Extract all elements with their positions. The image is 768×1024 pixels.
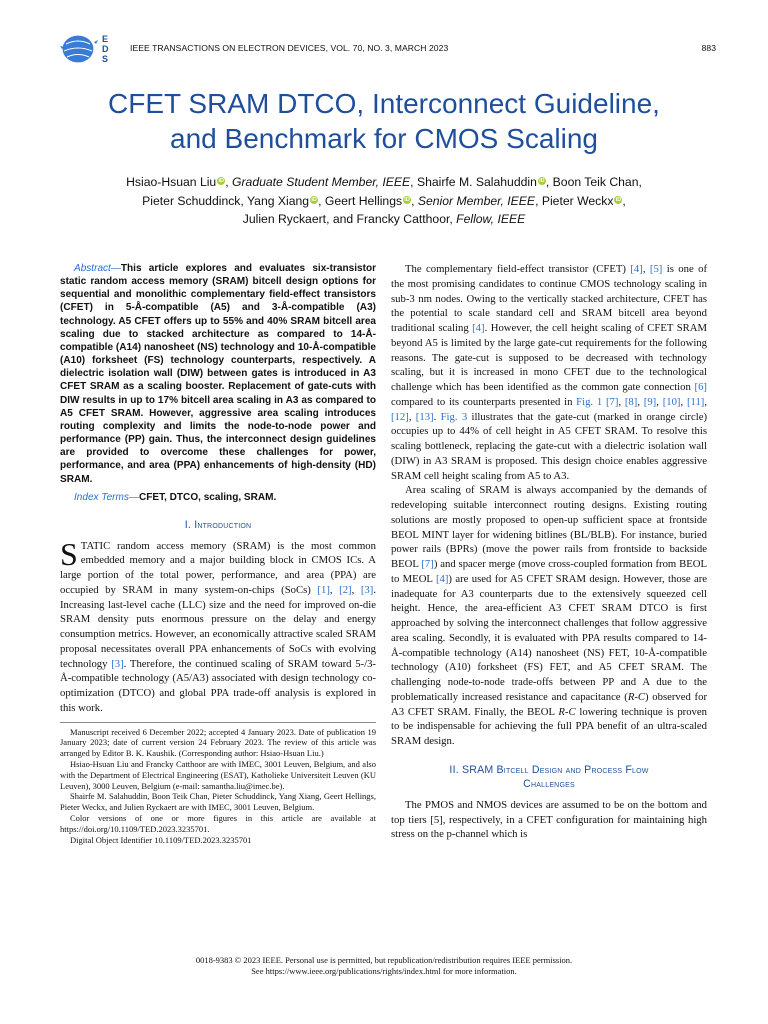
running-header [58,32,716,66]
body-text: The complementary field-effect transistor (CFET) [405,263,631,275]
citation-link[interactable]: [3] [360,583,374,596]
italic-term: R-C [627,690,646,703]
body-text: illustrates that the gate-cut (marked in orange circle) occupies up to 44% of cell height in A5 CFET SRAM. To resolve this scaling bottleneck, replacing the gate-cut with a dielectric isolation wall (DIW) in A3 SRAM is proposed. This design choice enables aggressive SRAM cell height scaling from A5 to A3. [391,410,708,482]
page-number: 883 [701,43,716,53]
body-paragraph-pmos-nmos [391,798,707,842]
citation-link[interactable]: [3] [111,657,124,670]
author-name: Boon Teik Chan, [552,175,642,189]
figure-link[interactable]: Fig. 1 [576,395,603,408]
citation-link[interactable]: [4] [435,572,449,585]
journal-name: IEEE TRANSACTIONS ON ELECTRON DEVICES, VOL. 70, NO. 3, MARCH 2023 [130,43,449,53]
author-membership: Fellow, IEEE [456,212,526,226]
ieee-eds-logo [58,32,116,66]
copyright-footer [40,955,728,977]
author-list: Hsiao-Hsuan Liu iD, Graduate Student Member, IEEE, Shairfe M. Salahuddin iD, Boon Teik Chan, Pieter Schuddinck, Yang Xiang iD, Geert Hellings iD, Senior Member, IEEE, Pieter Weckx iD, Julien Ryckaert, and Francky Catthoor, Fellow, IEEE [126,175,642,226]
italic-term: R-C [558,705,576,718]
author-membership: Graduate Student Member, IEEE [232,175,411,189]
author-name: Julien Ryckaert, and Francky Catthoor, [242,212,453,226]
drop-cap: S [60,535,78,572]
index-terms-text: CFET, DTCO, scaling, SRAM. [138,491,277,503]
footnote-affiliation: Hsiao-Hsuan Liu and Francky Catthoor are with IMEC, 3001 Leuven, Belgium, and also with the Department of Electrical Engineering (ESAT), Katholieke Universiteit Leuven (KU Leuven), 3000 Leuven, Belgium (e-mail: samantha.liu@imec.be). [60,759,376,791]
author-membership: Senior Member, IEEE [417,193,536,208]
footnote-divider [60,722,376,723]
citation-link[interactable]: [8] [624,395,638,408]
paper-title [40,86,728,156]
citation-link[interactable]: [4] [472,322,485,334]
body-text: The PMOS and NMOS devices are assumed to be on the bottom and top tiers [5], respectively, in a CFET configuration for maintaining high stress on the p-channel which is [391,798,707,841]
body-text: . Therefore, the continued scaling of SRAM toward 5-/3-Å-compatible technology (A5/A3) associated with design technology co-optimization (DTCO) and global PPA trade-off analysis is explored in this work. [60,657,376,714]
abstract-label: Abstract— [74,263,121,274]
section-number: I. [184,518,195,531]
citation-link[interactable]: [2] [339,583,352,596]
citation-link[interactable]: [11] [686,395,705,408]
body-text: TATIC random access memory (SRAM) is the most common embedded memory and a major building block in CMOS ICs. A large portion of the total power, performance, and area (PPA) are occupied by SRAM in many system-on-chips (SoCs) [60,539,376,596]
body-text: ) observed for A3 CFET SRAM. Finally, the BEOL [391,690,708,718]
footnote-manuscript: Manuscript received 6 December 2022; accepted 4 January 2023. Date of publication 19 January 2023; date of current version 24 February 2023. The review of this article was arranged by Editor B. K. Kaushik. (Corresponding author: Hsiao-Hsuan Liu.) [60,726,376,759]
section-title-line-2: Challenges [523,777,575,790]
orcid-icon[interactable]: iD [218,178,224,184]
title-line-2: and Benchmark for CMOS Scaling [170,123,598,154]
left-column [60,262,376,845]
body-paragraph-cfet: The complementary field-effect transistor (CFET) [4], [5] is one of the most promising candidates to continue CMOS technology scaling in sub-3 nm nodes. Owing to the vertically stacked architecture, CFET has the potential to scale standard cell and SRAM bitcell area beyond traditional scaling [4]. However, the cell height scaling of CFET SRAM beyond A5 is limited by the large gate-cut requirements for the following reasons. The gate-cut is supposed to be decreased with technology scaling, but it is increased in mono CFET due to the technological challenge which has been identified as the common gate connection [6] compared to its counterparts presented in Fig. 1 [7], [8], [9], [10], [11], [12], [13]. Fig. 3 illustrates that the gate-cut (marked in orange circle) occupies up to 44% of cell height in A5 CFET SRAM. To resolve this scaling bottleneck, replacing the gate-cut with a dielectric isolation wall (DIW) in A3 SRAM is proposed. This design choice enables aggressive SRAM cell height scaling from A5 to A3. [391,263,708,482]
citation-link[interactable]: [7] [421,558,434,570]
section-heading-introduction [60,518,376,532]
author-name: Geert Hellings [324,193,403,208]
section-title-line-1: II. SRAM Bitcell Design and Process Flow [449,763,649,776]
abstract [60,262,376,486]
introduction-paragraph: STATIC random access memory (SRAM) is the most common embedded memory and a major building block in CMOS ICs. A large portion of the total power, performance, and area (PPA) are occupied by SRAM in many system-on-chips (SoCs) [1], [2], [3]. Increasing last-level cache (LLC) size and the need for improved on-die SRAM density puts enormous pressure on the delay and energy consumption metrics. However, an economically attractive scaled SRAM proposal necessitates overall PPA enhancements of SoCs with evolving technology [3]. Therefore, the continued scaling of SRAM toward 5-/3-Å-compatible technology (A5/A3) associated with design technology co-optimization (DTCO) and global PPA trade-off analysis is explored in this work. [60,535,376,714]
citation-link[interactable]: [13] [415,410,434,423]
figure-link[interactable]: Fig. 3 [440,410,468,423]
body-text: Area scaling of SRAM is always accompanied by the demands of redeveloping suitable interconnect routing designs. Existing routing solutions are mostly proposed to open-up sufficient space at frontside BEOL MINT layer for widening bitlines (BL/BLB). For instance, buried power rails (BPRs) (move the power rails from frontside to backside BEOL [391,484,707,570]
orcid-icon[interactable]: iD [539,178,545,184]
orcid-icon[interactable]: iD [311,196,317,203]
citation-link[interactable]: [6] [694,381,707,393]
body-text: . However, the cell height scaling of CFET SRAM beyond A5 is limited by the large gate-cut requirements for the following reasons. The gate-cut is supposed to be decreased with technology scaling, but it is increased in mono CFET due to the technological challenge which has been identified as the common gate connection [391,322,707,393]
index-terms-label: Index Terms— [74,491,139,503]
index-terms [60,491,376,504]
body-text: . Increasing last-level cache (LLC) size and the need for improved on-die SRAM density puts enormous pressure on the delay and energy consumption metrics. However, an economically attractive scaled SRAM proposal necessitates overall PPA enhancements of SoCs with evolving technology [60,583,376,670]
author-name: Pieter Schuddinck, Yang Xiang [142,193,310,208]
citation-link[interactable]: [7] [605,395,619,408]
citation-link[interactable]: [5] [649,263,663,275]
right-column [391,262,707,842]
citation-link[interactable]: [4] [630,263,643,275]
footnote-affiliation: Shairfe M. Salahuddin, Boon Teik Chan, Pieter Schuddinck, Yang Xiang, Geert Hellings, Pieter Weckx, and Julien Ryckaert are with IMEC, 3001 Leuven, Belgium. [60,791,376,813]
body-text: lowering technique is proven to be indispensable for achieving the full PPA benefit of an ultra-scaled SRAM design. [391,705,707,747]
footnotes [60,727,376,846]
citation-link[interactable]: [12] [391,410,409,423]
section-title: Introduction [194,518,252,531]
logo-letter-s: S [102,54,109,64]
author-name: Hsiao-Hsuan Liu [126,175,217,189]
author-name: Shairfe M. Salahuddin [416,175,537,189]
title-line-1: CFET SRAM DTCO, Interconnect Guideline, [108,88,660,119]
author-name: Pieter Weckx [541,193,614,208]
body-text: ) and spacer merge (move cross-coupled formation from BEOL to MEOL [391,558,707,585]
citation-link[interactable]: [10] [662,395,681,408]
orcid-icon[interactable]: iD [404,196,410,203]
orcid-icon[interactable]: iD [615,196,622,203]
citation-link[interactable]: [9] [643,395,657,408]
abstract-text: This article explores and evaluates six-transistor static random access memory (SRAM) bitcell design options for sequential and monolithic complementary field-effect transistors (CFET) in 5-Å-compatible (A5) and 3-Å-compatible (A3) technology. A5 CFET offers up to 55% and 40% SRAM bitcell area scaling due to stacked architecture as compared to 14-Å-compatible (A14) nanosheet (NS) technology and 10-Å-compatible (A10) forksheet (FS) technology counterparts, respectively. A dielectric isolation wall (DIW) between gates is introduced in A3 CFET SRAM as a scaling booster. Replacement of gate-cuts with DIW results in up to 17% bitcell area scaling in A3 as compared to A5 CFET SRAM. However, aggressive area scaling introduces routing complexity and limits the node-to-node power and performance (PP) gain. Thus, the interconnect design guidelines are provided to overcome these challenges for power, performance, and area (PPA) enhancements of high-density (HD) SRAM. [60,263,376,485]
body-text: compared to its counterparts presented in [391,395,577,408]
footnote-doi: Digital Object Identifier 10.1109/TED.2023.3235701 [70,834,252,845]
logo-letter-d: D [102,44,109,54]
section-heading-sram-bitcell [391,763,707,791]
rights-line: See https://www.ieee.org/publications/rights/index.html for more information. [251,966,517,976]
body-text: is one of the most promising candidates to continue CMOS technology scaling in sub-3 nm nodes. Owing to the vertically stacked architecture, CFET has the potential to scale standard cell and SRAM bitcell area beyond traditional scaling [391,263,707,334]
body-paragraph-area-scaling [391,483,707,749]
footnote-color-versions: Color versions of one or more figures in this article are available at https://doi.org/10.1109/TED.2023.3235701. [60,813,376,834]
logo-letter-e: E [102,34,109,44]
body-text: ) are used for A5 CFET SRAM design. However, those are inadequate for A3 counterparts due to the extensively squeezed cell height. Hence, the area-efficient A3 CFET SRAM DTCO is first approached by solving the interconnect challenges that follow aggressive area scaling. Secondly, it is evaluated with PPA results compared to 14-Å-compatible technology (A14) nanosheet (NS) FET, 10-Å-compatible technology (A10) forksheet (FS) FET, and A5 CFET SRAM. The challenging node-to-node trade-offs between PP and A due to the problematically increased resistance and capacitance ( [391,572,708,703]
copyright-line: 0018-9383 © 2023 IEEE. Personal use is permitted, but republication/redistribution requires IEEE permission. [195,955,573,965]
citation-link[interactable]: [1] [317,583,330,596]
